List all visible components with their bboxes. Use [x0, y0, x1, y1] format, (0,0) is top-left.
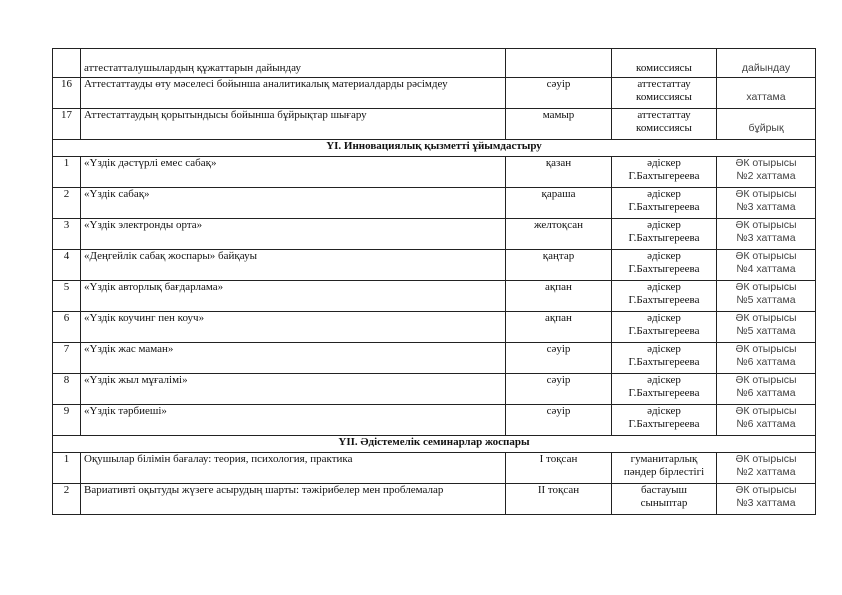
row-number: 5	[53, 281, 81, 312]
table-row	[53, 312, 816, 343]
result-cell: ӘК отырысы №3 хаттама	[717, 219, 816, 250]
plan-table	[52, 48, 816, 515]
event-cell: «Үздік жас маман»	[81, 343, 506, 374]
row-number: 3	[53, 219, 81, 250]
result-cell: ӘК отырысы №6 хаттама	[717, 374, 816, 405]
responsible-cell: гуманитарлық пәндер бірлестігі	[612, 453, 717, 484]
row-number: 4	[53, 250, 81, 281]
event-cell: Оқушылар білімін бағалау: теория, психология, практика	[81, 453, 506, 484]
term-cell: сәуір	[506, 343, 612, 374]
term-cell: мамыр	[506, 109, 612, 140]
plan-document	[52, 48, 815, 515]
result-cell: ӘК отырысы №6 хаттама	[717, 343, 816, 374]
row-number	[53, 49, 81, 78]
event-cell: «Үздік жыл мұғалімі»	[81, 374, 506, 405]
responsible-cell: әдіскер Г.Бахтыгереева	[612, 343, 717, 374]
result-cell: ӘК отырысы №3 хаттама	[717, 188, 816, 219]
responsible-cell: аттестаттау комиссиясы	[612, 78, 717, 109]
responsible-cell: бастауыш сыныптар	[612, 484, 717, 515]
event-cell: «Деңгейлік сабақ жоспары» байқауы	[81, 250, 506, 281]
row-number: 2	[53, 188, 81, 219]
term-cell: сәуір	[506, 405, 612, 436]
table-row	[53, 484, 816, 515]
result-cell: ӘК отырысы №5 хаттама	[717, 312, 816, 343]
event-cell: «Үздік электронды орта»	[81, 219, 506, 250]
term-cell: І тоқсан	[506, 453, 612, 484]
table-row	[53, 343, 816, 374]
row-number: 2	[53, 484, 81, 515]
row-number: 8	[53, 374, 81, 405]
table-row	[53, 374, 816, 405]
term-cell: ақпан	[506, 281, 612, 312]
section-title: ҮІІ. Әдістемелік семинарлар жоспары	[53, 436, 816, 453]
section-heading-row	[53, 140, 816, 157]
responsible-cell: әдіскер Г.Бахтыгереева	[612, 250, 717, 281]
event-cell: «Үздік авторлық бағдарлама»	[81, 281, 506, 312]
row-number: 9	[53, 405, 81, 436]
row-number: 6	[53, 312, 81, 343]
table-row	[53, 109, 816, 140]
responsible-cell: комиссиясы	[612, 49, 717, 78]
responsible-cell: әдіскер Г.Бахтыгереева	[612, 157, 717, 188]
row-number: 7	[53, 343, 81, 374]
table-row	[53, 49, 816, 78]
responsible-cell: әдіскер Г.Бахтыгереева	[612, 312, 717, 343]
result-cell: ӘК отырысы №2 хаттама	[717, 157, 816, 188]
row-number: 16	[53, 78, 81, 109]
responsible-cell: әдіскер Г.Бахтыгереева	[612, 219, 717, 250]
section-heading-row	[53, 436, 816, 453]
event-cell: аттестатталушылардың құжаттарын дайындау	[81, 49, 506, 78]
section-title: ҮІ. Инновациялық қызметті ұйымдастыру	[53, 140, 816, 157]
result-cell: ӘК отырысы №2 хаттама	[717, 453, 816, 484]
term-cell: қазан	[506, 157, 612, 188]
result-cell: ӘК отырысы №6 хаттама	[717, 405, 816, 436]
table-row	[53, 405, 816, 436]
term-cell: қараша	[506, 188, 612, 219]
term-cell	[506, 49, 612, 78]
responsible-cell: әдіскер Г.Бахтыгереева	[612, 281, 717, 312]
responsible-cell: әдіскер Г.Бахтыгереева	[612, 188, 717, 219]
term-cell: ақпан	[506, 312, 612, 343]
event-cell: «Үздік дәстүрлі емес сабақ»	[81, 157, 506, 188]
term-cell: қаңтар	[506, 250, 612, 281]
result-cell: ӘК отырысы №5 хаттама	[717, 281, 816, 312]
table-row	[53, 250, 816, 281]
term-cell: ІІ тоқсан	[506, 484, 612, 515]
event-cell: Аттестаттауды өту мәселесі бойынша аналитикалық материалдарды рәсімдеу	[81, 78, 506, 109]
event-cell: Вариативті оқытуды жүзеге асырудың шарты: тәжірибелер мен проблемалар	[81, 484, 506, 515]
table-row	[53, 188, 816, 219]
result-cell: ӘК отырысы №4 хаттама	[717, 250, 816, 281]
term-cell: сәуір	[506, 78, 612, 109]
table-row	[53, 219, 816, 250]
result-cell: ӘК отырысы №3 хаттама	[717, 484, 816, 515]
event-cell: «Үздік тәрбиеші»	[81, 405, 506, 436]
result-cell: бұйрық	[717, 109, 816, 140]
table-row	[53, 453, 816, 484]
row-number: 17	[53, 109, 81, 140]
term-cell: сәуір	[506, 374, 612, 405]
responsible-cell: әдіскер Г.Бахтыгереева	[612, 405, 717, 436]
table-row	[53, 78, 816, 109]
event-cell: «Үздік сабақ»	[81, 188, 506, 219]
term-cell: желтоқсан	[506, 219, 612, 250]
responsible-cell: аттестаттау комиссиясы	[612, 109, 717, 140]
responsible-cell: әдіскер Г.Бахтыгереева	[612, 374, 717, 405]
row-number: 1	[53, 157, 81, 188]
table-row	[53, 281, 816, 312]
row-number: 1	[53, 453, 81, 484]
event-cell: «Үздік коучинг пен коуч»	[81, 312, 506, 343]
result-cell: хаттама	[717, 78, 816, 109]
result-cell: дайындау	[717, 49, 816, 78]
table-row	[53, 157, 816, 188]
event-cell: Аттестаттаудың қорытындысы бойынша бұйрықтар шығару	[81, 109, 506, 140]
